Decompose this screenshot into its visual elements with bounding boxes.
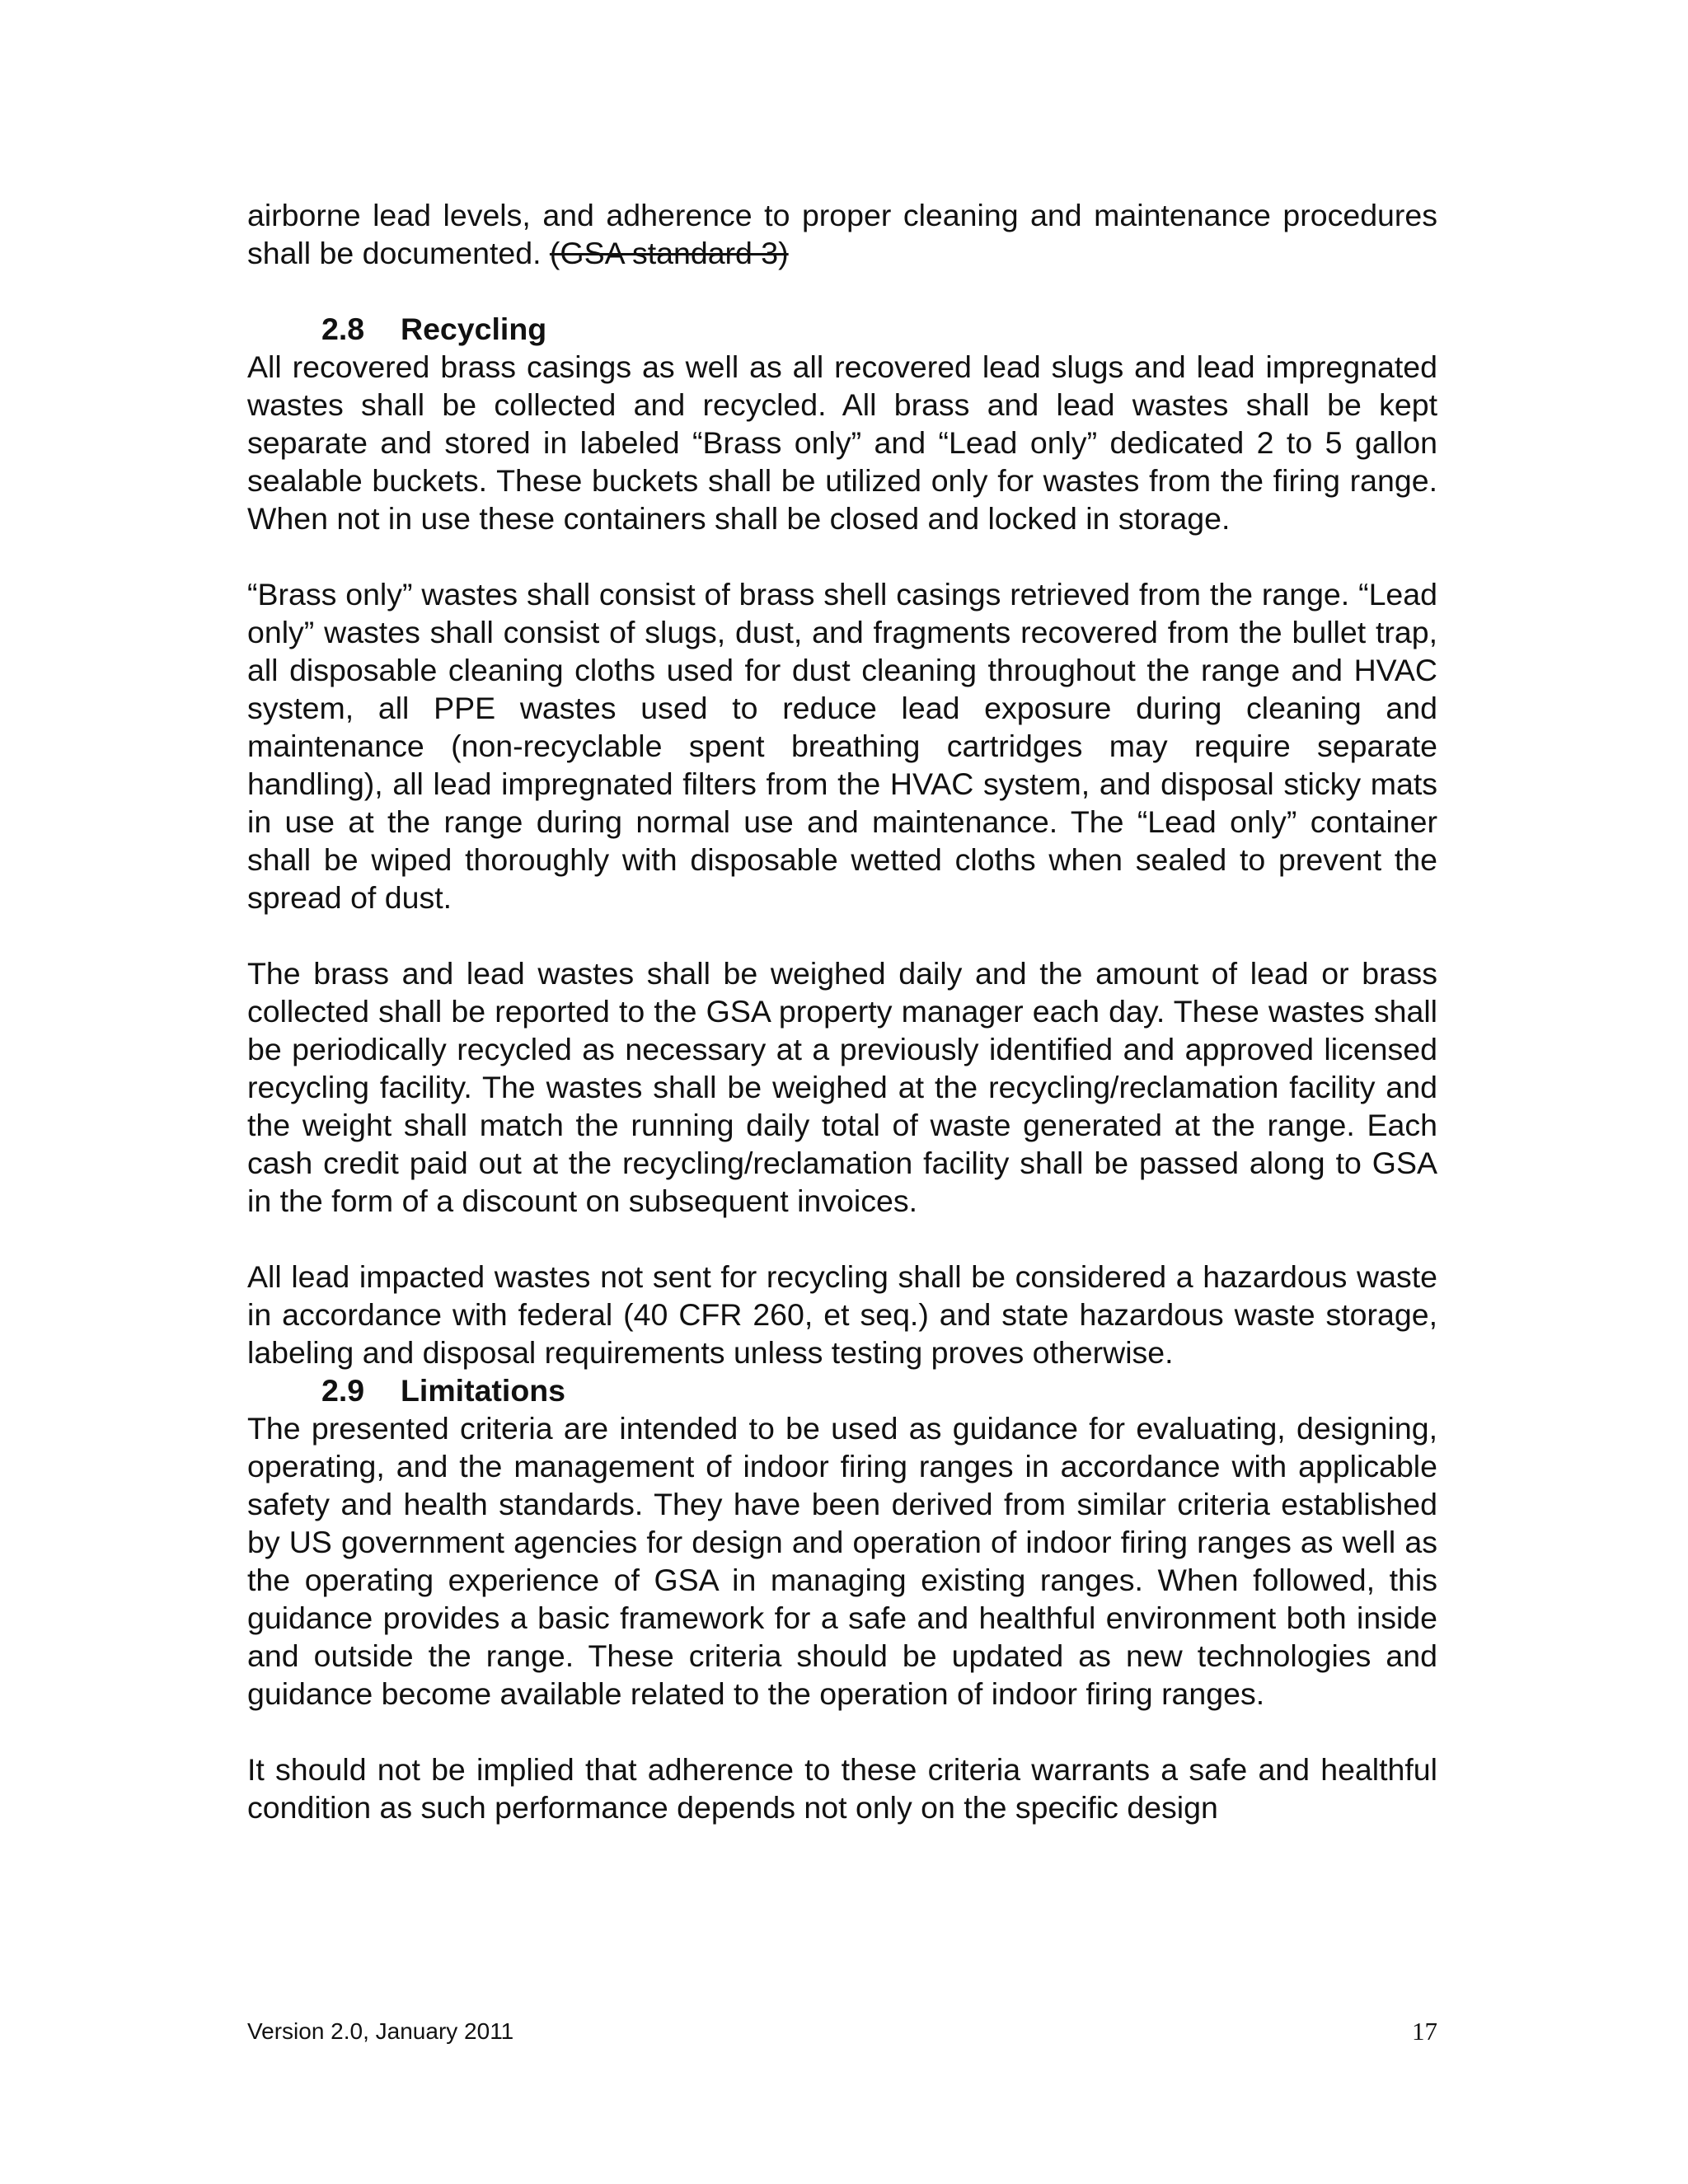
- footer-version: Version 2.0, January 2011: [247, 2018, 514, 2044]
- paragraph-weighing: The brass and lead wastes shall be weighed daily and the amount of lead or brass collected shall be reported to the GSA property manager each day. These wastes shall be periodically recycled as necessary at a previously identified and approved licensed recycling facility. The wastes shall be weighed at the recycling/reclamation facility and the weight shall match the running daily total of waste generated at the range. Each cash credit paid out at the recycling/reclamation facility shall be passed along to GSA in the form of a discount on subsequent invoices.: [247, 956, 1437, 1218]
- paragraph-recycling-intro: All recovered brass casings as well as all recovered lead slugs and lead impregnated wastes shall be collected and recycled. All brass and lead wastes shall be kept separate and stored in labeled “Brass only” and “Lead only” dedicated 2 to 5 gallon sealable buckets. These buckets shall be utilized only for wastes from the firing range. When not in use these containers shall be closed and locked in storage.: [247, 349, 1437, 536]
- paragraph-continuation-text: airborne lead levels, and adherence to proper cleaning and maintenance procedures shall be documented.: [247, 198, 1437, 270]
- paragraph-hazardous-waste: All lead impacted wastes not sent for recycling shall be considered a hazardous waste in accordance with federal (40 CFR 260, et seq.) and state hazardous waste storage, labeling and disposal requirements unless testing proves otherwise.: [247, 1259, 1437, 1370]
- page-number: 17: [1412, 2017, 1437, 2046]
- section-title: Limitations: [401, 1373, 566, 1408]
- spacer: [247, 537, 1437, 575]
- spacer: [247, 272, 1437, 310]
- paragraph-waste-types: “Brass only” wastes shall consist of brass shell casings retrieved from the range. “Lead only” wastes shall consist of slugs, dust, and fragments recovered from the bullet trap, all disposable cleaning cloths used for dust cleaning throughout the range and HVAC system, all PPE wastes used to reduce lead exposure during cleaning and maintenance (non-recyclable spent breathing cartridges may require separate handling), all lead impregnated filters from the HVAC system, and disposal sticky mats in use at the range during normal use and maintenance. The “Lead only” container shall be wiped thoroughly with disposable wetted cloths when sealed to prevent the spread of dust.: [247, 577, 1437, 915]
- struck-reference: (GSA standard 3): [549, 236, 789, 270]
- spacer: [247, 1713, 1437, 1750]
- section-title: Recycling: [401, 312, 547, 346]
- section-number: 2.8: [321, 312, 365, 346]
- paragraph-limitations: The presented criteria are intended to be used as guidance for evaluating, designing, operating, and the management of indoor firing ranges in accordance with applicable safety and health standards. They have been derived from similar criteria established by US government agencies for design and operation of indoor firing ranges as well as the operating experience of GSA in managing existing ranges. When followed, this guidance provides a basic framework for a safe and healthful environment both inside and outside the range. These criteria should be updated as new technologies and guidance become available related to the operation of indoor firing ranges.: [247, 1411, 1437, 1711]
- spacer: [247, 916, 1437, 954]
- section-heading-2-9: [247, 1371, 1437, 1409]
- document-body: [247, 196, 1437, 1826]
- spacer: [247, 1220, 1437, 1258]
- paragraph-continuation: [247, 196, 1437, 272]
- section-heading-2-8: [247, 310, 1437, 348]
- paragraph-disclaimer: It should not be implied that adherence to these criteria warrants a safe and healthful condition as such performance depends not only on the specific design: [247, 1752, 1437, 1825]
- section-number: 2.9: [321, 1373, 365, 1408]
